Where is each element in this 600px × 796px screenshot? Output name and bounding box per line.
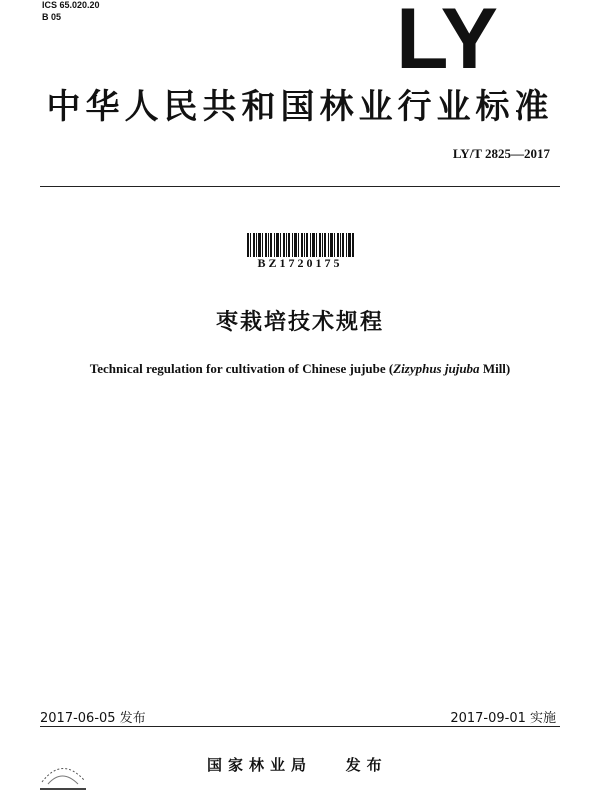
document-title-english: [0, 361, 600, 377]
issue-date: 2017-06-05 发布: [40, 711, 146, 726]
barcode-number: BZ1720175: [257, 256, 343, 270]
implementation-date: 2017-09-01 实施: [450, 711, 556, 726]
english-title-prefix: Technical regulation for cultivation of Chinese jujube (: [89, 361, 394, 376]
english-title-suffix: Mill): [479, 361, 511, 376]
english-title-species: Zizyphus jujuba: [393, 361, 480, 376]
publisher-seal-icon: [34, 752, 90, 792]
publisher: 国家林业局 发布: [207, 756, 388, 774]
header-divider: [40, 186, 560, 187]
classification-code: B 05: [42, 12, 62, 22]
document-title-chinese: 枣栽培技术规程: [215, 310, 384, 335]
standard-number: LY/T 2825—2017: [452, 146, 550, 161]
barcode: [247, 233, 355, 257]
standard-logo: [396, 2, 530, 74]
logo-text: LY: [396, 2, 498, 74]
footer-divider: [40, 726, 560, 727]
organization-title: 中华人民共和国林业行业标准: [46, 87, 554, 127]
ics-code: ICS 65.020.20: [42, 0, 100, 10]
